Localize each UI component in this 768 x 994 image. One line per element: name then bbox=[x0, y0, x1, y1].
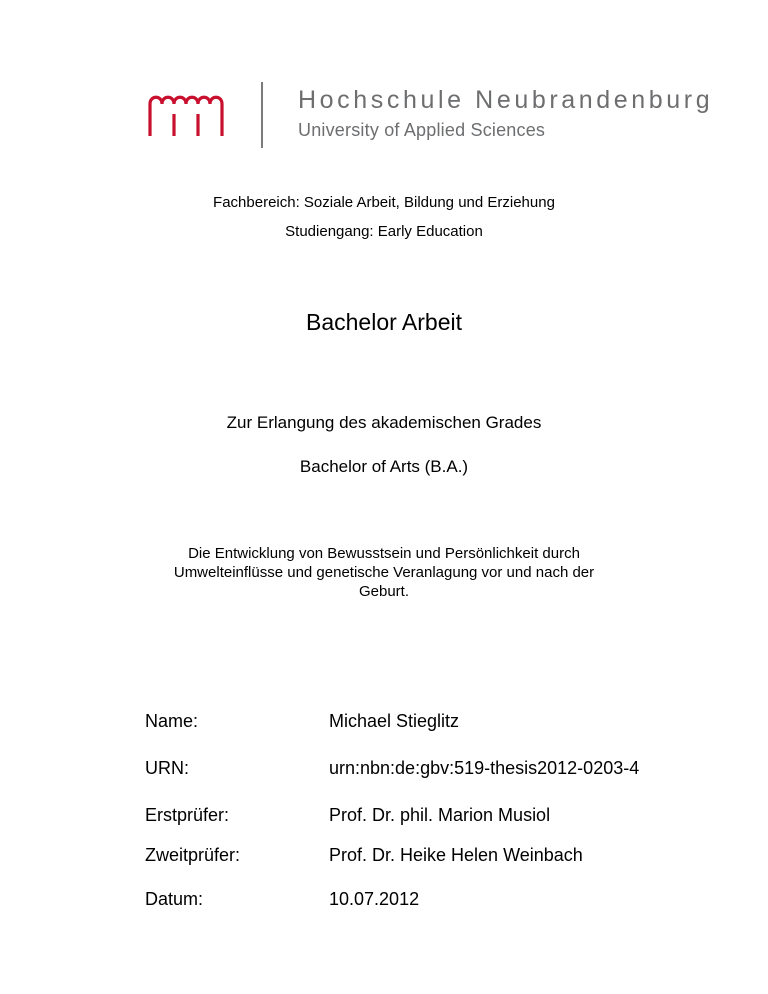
author-name: Michael Stieglitz bbox=[329, 711, 460, 731]
thesis-title-line: Die Entwicklung von Bewusstsein und Persönlichkeit durch bbox=[188, 545, 580, 562]
document-type: Bachelor Arbeit bbox=[306, 309, 462, 335]
second-examiner-value: Prof. Dr. Heike Helen Weinbach bbox=[329, 845, 583, 865]
first-examiner-value: Prof. Dr. phil. Marion Musiol bbox=[329, 805, 551, 825]
info-label: URN: bbox=[145, 758, 189, 778]
info-row-first-examiner bbox=[145, 806, 705, 830]
date-value: 10.07.2012 bbox=[329, 889, 420, 909]
program-line: Studiengang: Early Education bbox=[285, 223, 483, 240]
info-label: Erstprüfer: bbox=[145, 805, 230, 825]
degree-purpose: Zur Erlangung des akademischen Grades bbox=[226, 413, 542, 432]
faculty-line: Fachbereich: Soziale Arbeit, Bildung und Erziehung bbox=[213, 194, 555, 211]
hochschule-logo-icon bbox=[148, 94, 224, 136]
urn-value: urn:nbn:de:gbv:519-thesis2012-0203-4 bbox=[329, 758, 640, 778]
university-subtitle: University of Applied Sciences bbox=[298, 120, 546, 140]
info-row-date bbox=[145, 890, 705, 914]
info-label: Zweitprüfer: bbox=[145, 845, 241, 865]
info-row-second-examiner bbox=[145, 846, 705, 870]
info-row-urn bbox=[145, 759, 705, 783]
info-label: Datum: bbox=[145, 889, 204, 909]
info-label: Name: bbox=[145, 711, 199, 731]
thesis-title bbox=[140, 544, 628, 601]
logo-divider bbox=[261, 82, 263, 148]
thesis-title-line: Geburt. bbox=[358, 583, 410, 600]
university-name: Hochschule Neubrandenburg bbox=[298, 86, 714, 114]
thesis-title-line: Umwelteinflüsse und genetische Veranlagung vor und nach der bbox=[173, 564, 595, 581]
info-row-name bbox=[145, 712, 705, 736]
degree-name: Bachelor of Arts (B.A.) bbox=[299, 457, 469, 476]
